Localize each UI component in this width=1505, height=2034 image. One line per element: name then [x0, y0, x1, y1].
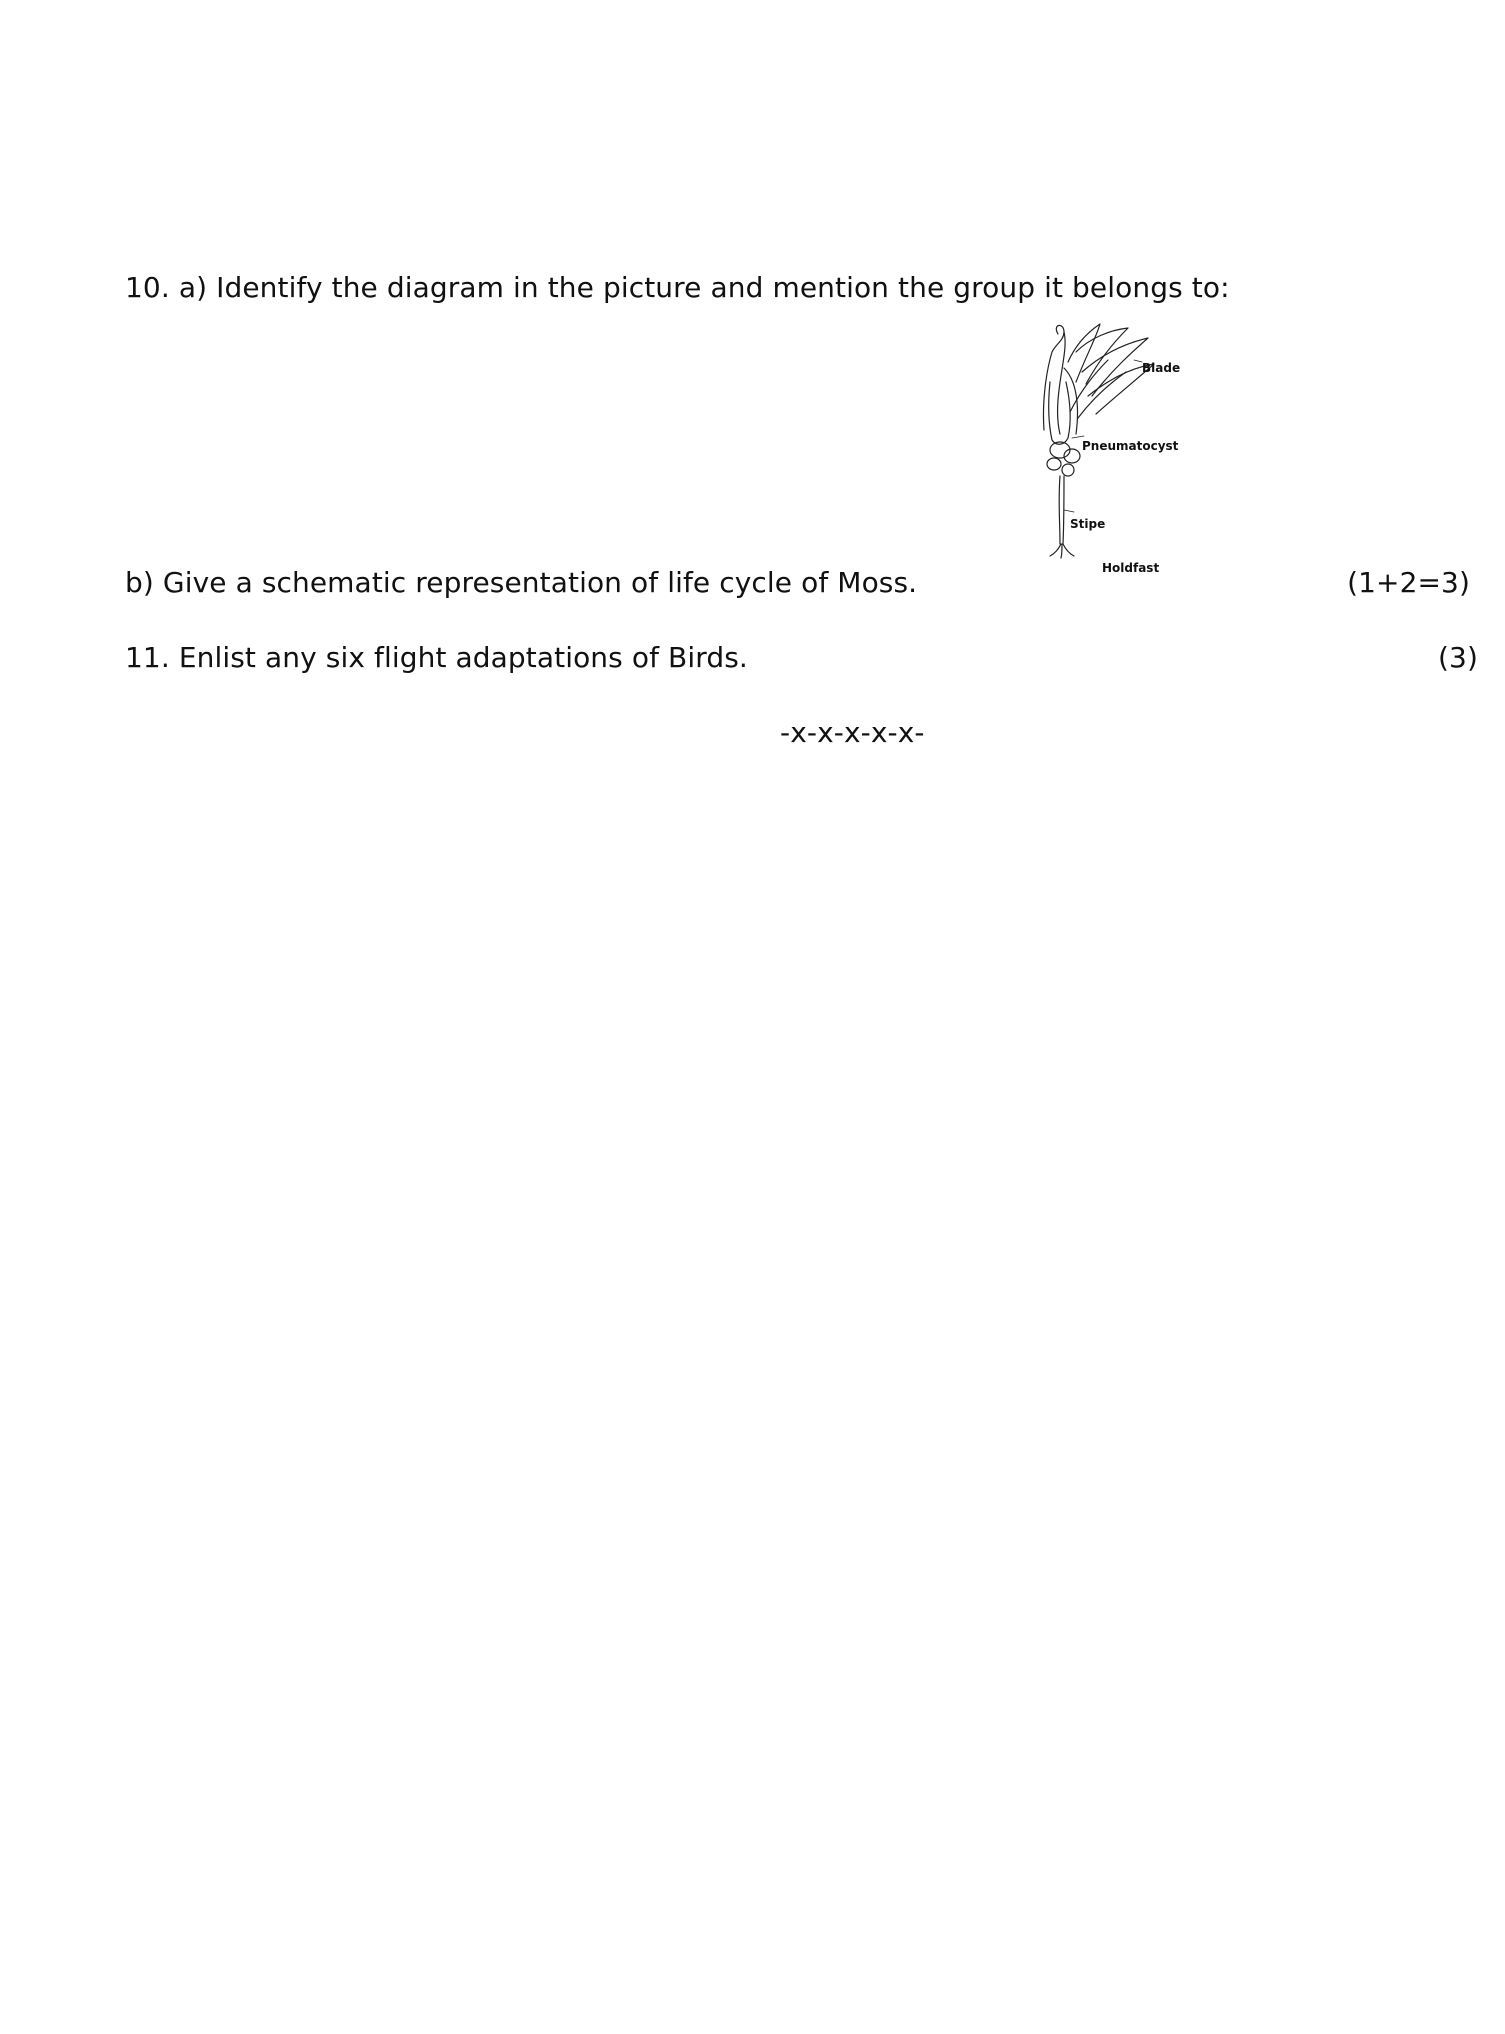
question-10a-text: 10. a) Identify the diagram in the picture and mention the group it belongs to:	[125, 271, 1230, 304]
kelp-diagram	[1030, 322, 1200, 582]
question-11-text: 11. Enlist any six flight adaptations of Birds.	[125, 641, 748, 674]
question-10-marks: (1+2=3)	[1347, 566, 1470, 599]
question-10b-text: b) Give a schematic representation of life cycle of Moss.	[125, 566, 918, 599]
label-holdfast: Holdfast	[1102, 561, 1160, 575]
end-of-paper-mark: -x-x-x-x-x-	[780, 716, 925, 749]
question-11-marks: (3)	[1438, 641, 1478, 674]
label-pneumatocyst: Pneumatocyst	[1082, 439, 1179, 453]
label-stipe: Stipe	[1070, 517, 1106, 531]
label-blade: Blade	[1142, 361, 1181, 375]
